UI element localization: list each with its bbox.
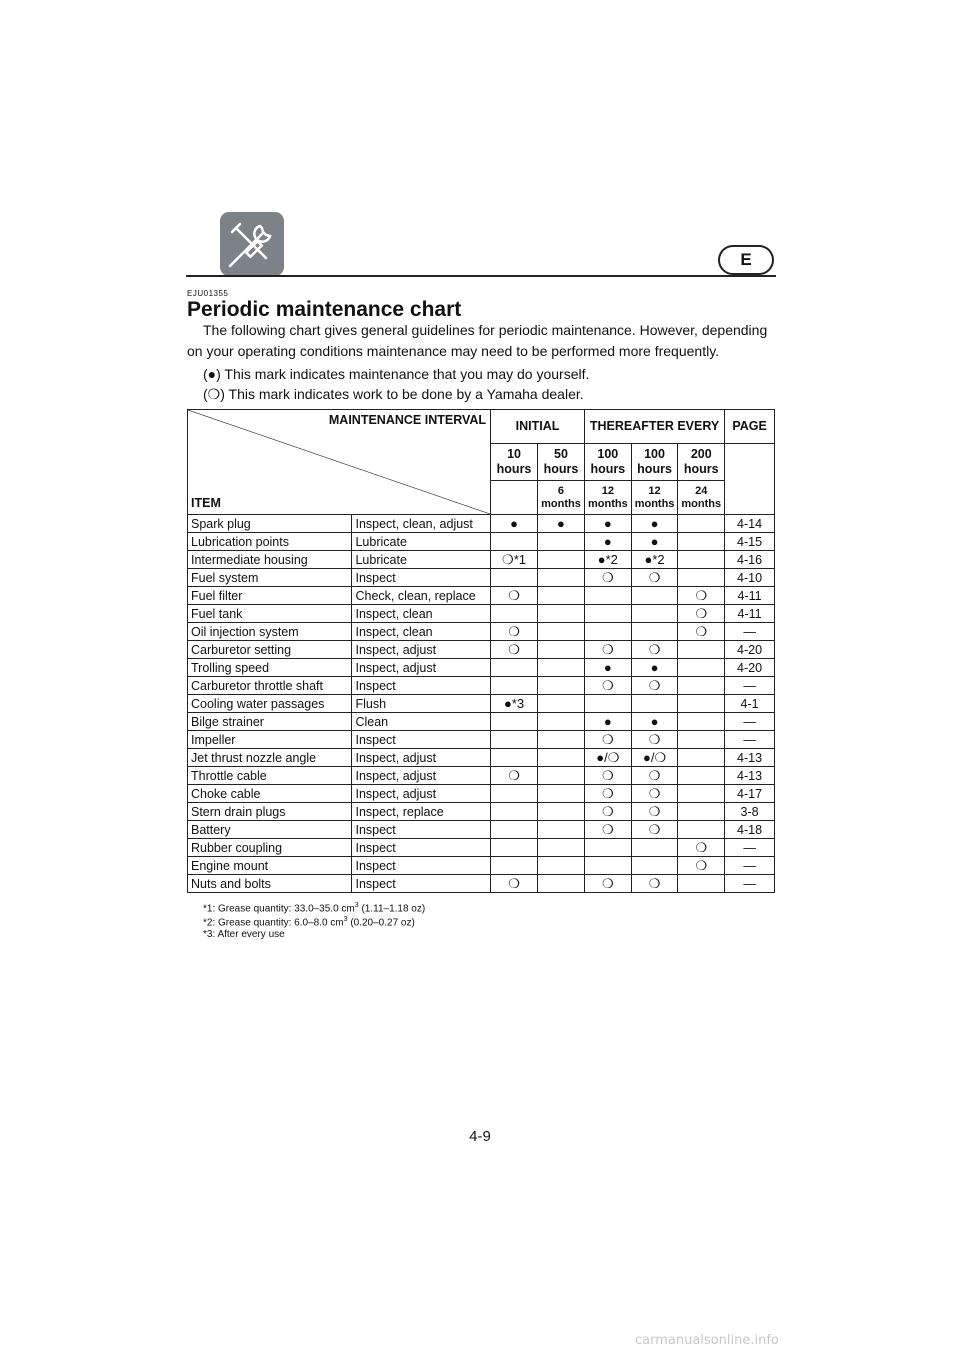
row-mark [678, 713, 725, 731]
row-mark [678, 569, 725, 587]
row-page: 4-13 [725, 749, 775, 767]
row-mark: ❍*1 [491, 551, 538, 569]
row-mark [631, 623, 678, 641]
table-row [188, 659, 775, 677]
header-rule [186, 275, 776, 277]
row-page: 4-11 [725, 587, 775, 605]
row-mark: ❍ [491, 875, 538, 893]
row-item: Oil injection system [188, 623, 352, 641]
row-mark: ❍ [631, 731, 678, 749]
row-item: Impeller [188, 731, 352, 749]
row-mark [537, 569, 584, 587]
table-row [188, 587, 775, 605]
row-page: 4-20 [725, 641, 775, 659]
row-mark: ❍ [584, 677, 631, 695]
row-mark: ❍ [678, 587, 725, 605]
row-mark: ❍ [631, 821, 678, 839]
row-mark [537, 857, 584, 875]
table-row [188, 731, 775, 749]
row-page: 4-20 [725, 659, 775, 677]
table-row [188, 641, 775, 659]
section-title: Periodic maintenance chart [187, 298, 462, 321]
row-action: Inspect, adjust [352, 767, 491, 785]
row-mark [537, 803, 584, 821]
row-mark [537, 659, 584, 677]
row-item: Trolling speed [188, 659, 352, 677]
table-row [188, 749, 775, 767]
row-mark: ❍ [491, 623, 538, 641]
row-mark [631, 605, 678, 623]
initial-header: INITIAL [491, 410, 585, 444]
row-mark: ❍ [584, 641, 631, 659]
thereafter-header: THEREAFTER EVERY [584, 410, 724, 444]
row-mark: ● [491, 515, 538, 533]
row-mark [584, 623, 631, 641]
row-mark: ❍ [631, 875, 678, 893]
row-mark: ❍ [678, 605, 725, 623]
row-page: — [725, 839, 775, 857]
row-page: 4-18 [725, 821, 775, 839]
row-page: — [725, 677, 775, 695]
row-mark [491, 839, 538, 857]
row-mark: ❍ [584, 803, 631, 821]
row-mark: ● [631, 659, 678, 677]
row-action: Clean [352, 713, 491, 731]
row-action: Inspect [352, 821, 491, 839]
row-mark [537, 533, 584, 551]
table-row [188, 623, 775, 641]
row-mark: ❍ [584, 875, 631, 893]
table-row [188, 839, 775, 857]
row-mark: ❍ [678, 857, 725, 875]
legend-diy: (●) This mark indicates maintenance that you may do yourself. [203, 366, 590, 382]
row-action: Check, clean, replace [352, 587, 491, 605]
row-mark: ❍ [584, 785, 631, 803]
row-mark [491, 713, 538, 731]
row-page: 4-1 [725, 695, 775, 713]
page-number: 4-9 [469, 1128, 491, 1145]
table-row [188, 569, 775, 587]
row-mark: ●/❍ [584, 749, 631, 767]
table-row [188, 533, 775, 551]
row-mark: ❍ [631, 803, 678, 821]
row-mark: ❍ [631, 569, 678, 587]
row-mark: ● [631, 515, 678, 533]
row-action: Inspect, clean [352, 605, 491, 623]
row-mark: ❍ [584, 731, 631, 749]
row-item: Stern drain plugs [188, 803, 352, 821]
row-mark [678, 767, 725, 785]
row-mark: ●/❍ [631, 749, 678, 767]
legend-dealer: (❍) This mark indicates work to be done by a Yamaha dealer. [203, 386, 584, 402]
row-mark [631, 857, 678, 875]
row-mark: ● [537, 515, 584, 533]
maintenance-interval-label: MAINTENANCE INTERVAL [328, 413, 487, 427]
months-24: 24 months [678, 481, 725, 515]
row-mark [678, 695, 725, 713]
row-page: — [725, 731, 775, 749]
footnote-3: *3: After every use [203, 928, 285, 940]
row-mark [537, 821, 584, 839]
hours-10: 10 hours [491, 444, 538, 481]
months-12-b: 12 months [631, 481, 678, 515]
row-item: Jet thrust nozzle angle [188, 749, 352, 767]
row-page: — [725, 875, 775, 893]
row-mark: ❍ [491, 767, 538, 785]
row-action: Flush [352, 695, 491, 713]
row-mark [537, 875, 584, 893]
table-row [188, 857, 775, 875]
row-item: Battery [188, 821, 352, 839]
row-mark [584, 857, 631, 875]
row-mark [491, 533, 538, 551]
row-mark: ● [631, 713, 678, 731]
row-page: 4-13 [725, 767, 775, 785]
tools-wrench-icon [220, 212, 284, 276]
footnote-1: *1: Grease quantity: 33.0–35.0 $cm^3$ (1.11–1.18 oz) [203, 902, 426, 915]
row-mark [678, 551, 725, 569]
row-action: Lubricate [352, 533, 491, 551]
row-page: — [725, 713, 775, 731]
row-mark [584, 695, 631, 713]
row-mark: ❍ [631, 641, 678, 659]
row-mark [491, 785, 538, 803]
language-badge: E [718, 245, 774, 275]
row-item: Fuel system [188, 569, 352, 587]
row-mark: ❍ [491, 587, 538, 605]
maintenance-chart-table [187, 409, 775, 893]
row-mark [537, 839, 584, 857]
row-item: Intermediate housing [188, 551, 352, 569]
row-mark: ❍ [678, 839, 725, 857]
row-mark [584, 839, 631, 857]
row-mark [537, 749, 584, 767]
row-mark [678, 677, 725, 695]
table-row [188, 821, 775, 839]
row-mark: ● [631, 533, 678, 551]
row-item: Rubber coupling [188, 839, 352, 857]
row-mark [678, 659, 725, 677]
footnotes [203, 900, 425, 940]
row-item: Spark plug [188, 515, 352, 533]
row-action: Inspect, replace [352, 803, 491, 821]
row-mark: ●*3 [491, 695, 538, 713]
row-item: Bilge strainer [188, 713, 352, 731]
row-mark [537, 713, 584, 731]
row-action: Inspect [352, 569, 491, 587]
row-mark [537, 695, 584, 713]
page-header: PAGE [725, 410, 775, 444]
row-page: 4-17 [725, 785, 775, 803]
row-action: Inspect, clean, adjust [352, 515, 491, 533]
row-page: 4-16 [725, 551, 775, 569]
table-row [188, 551, 775, 569]
row-item: Nuts and bolts [188, 875, 352, 893]
row-page: 4-14 [725, 515, 775, 533]
row-mark [678, 533, 725, 551]
row-mark [631, 839, 678, 857]
row-mark [491, 857, 538, 875]
row-mark [491, 803, 538, 821]
row-mark [491, 749, 538, 767]
table-row [188, 785, 775, 803]
row-item: Choke cable [188, 785, 352, 803]
row-mark: ❍ [631, 677, 678, 695]
table-row [188, 803, 775, 821]
row-mark: ❍ [678, 623, 725, 641]
row-mark [584, 587, 631, 605]
item-label: ITEM [191, 496, 221, 510]
row-mark: ❍ [631, 785, 678, 803]
hours-50: 50 hours [537, 444, 584, 481]
row-mark [537, 767, 584, 785]
row-item: Fuel tank [188, 605, 352, 623]
row-page: — [725, 857, 775, 875]
row-action: Inspect [352, 731, 491, 749]
row-item: Cooling water passages [188, 695, 352, 713]
months-blank [491, 481, 538, 515]
table-row [188, 677, 775, 695]
row-mark [678, 875, 725, 893]
table-row [188, 713, 775, 731]
row-mark [537, 623, 584, 641]
row-action: Lubricate [352, 551, 491, 569]
row-item: Fuel filter [188, 587, 352, 605]
row-item: Carburetor throttle shaft [188, 677, 352, 695]
row-action: Inspect, adjust [352, 659, 491, 677]
interval-item-header [188, 410, 491, 515]
row-item: Lubrication points [188, 533, 352, 551]
row-action: Inspect [352, 839, 491, 857]
row-mark: ●*2 [631, 551, 678, 569]
row-mark [678, 641, 725, 659]
row-action: Inspect, adjust [352, 785, 491, 803]
row-mark: ❍ [584, 569, 631, 587]
row-item: Throttle cable [188, 767, 352, 785]
row-action: Inspect [352, 677, 491, 695]
row-mark [491, 605, 538, 623]
row-mark: ● [584, 713, 631, 731]
row-mark [537, 551, 584, 569]
row-mark [678, 749, 725, 767]
row-action: Inspect, adjust [352, 749, 491, 767]
months-12-a: 12 months [584, 481, 631, 515]
watermark: carmanualsonline.info [635, 1333, 779, 1348]
row-mark: ❍ [491, 641, 538, 659]
page-header-blank [725, 444, 775, 515]
row-page: — [725, 623, 775, 641]
row-action: Inspect [352, 857, 491, 875]
table-row [188, 695, 775, 713]
hours-100-b: 100 hours [631, 444, 678, 481]
row-mark [491, 821, 538, 839]
row-page: 3-8 [725, 803, 775, 821]
row-mark [631, 695, 678, 713]
row-mark [678, 821, 725, 839]
row-page: 4-11 [725, 605, 775, 623]
row-item: Carburetor setting [188, 641, 352, 659]
row-mark: ●*2 [584, 551, 631, 569]
table-row [188, 875, 775, 893]
row-mark [537, 785, 584, 803]
row-mark [678, 785, 725, 803]
row-mark [537, 587, 584, 605]
row-mark [631, 587, 678, 605]
table-row [188, 767, 775, 785]
row-mark: ● [584, 659, 631, 677]
intro-paragraph: The following chart gives general guidelines for periodic maintenance. However, depending on your operating conditions maintenance may need to be performed more frequently. [187, 322, 768, 359]
row-mark [537, 641, 584, 659]
row-mark [678, 803, 725, 821]
row-page: 4-15 [725, 533, 775, 551]
row-action: Inspect, clean [352, 623, 491, 641]
row-mark: ● [584, 533, 631, 551]
row-item: Engine mount [188, 857, 352, 875]
footnote-2: *2: Grease quantity: 6.0–8.0 $cm^3$ (0.20–0.27 oz) [203, 916, 415, 929]
maintenance-rows [188, 515, 775, 893]
row-mark: ● [584, 515, 631, 533]
months-6: 6 months [537, 481, 584, 515]
row-mark [537, 677, 584, 695]
row-action: Inspect [352, 875, 491, 893]
row-mark [584, 605, 631, 623]
document-code: EJU01355 [187, 289, 229, 298]
row-mark: ❍ [584, 821, 631, 839]
row-mark: ❍ [631, 767, 678, 785]
row-mark [491, 677, 538, 695]
row-mark [491, 659, 538, 677]
row-mark [537, 605, 584, 623]
hours-100-a: 100 hours [584, 444, 631, 481]
row-mark [678, 515, 725, 533]
table-row [188, 515, 775, 533]
row-mark [537, 731, 584, 749]
row-mark [678, 731, 725, 749]
hours-200: 200 hours [678, 444, 725, 481]
row-action: Inspect, adjust [352, 641, 491, 659]
row-mark: ❍ [584, 767, 631, 785]
table-row [188, 605, 775, 623]
row-mark [491, 569, 538, 587]
row-mark [491, 731, 538, 749]
row-page: 4-10 [725, 569, 775, 587]
